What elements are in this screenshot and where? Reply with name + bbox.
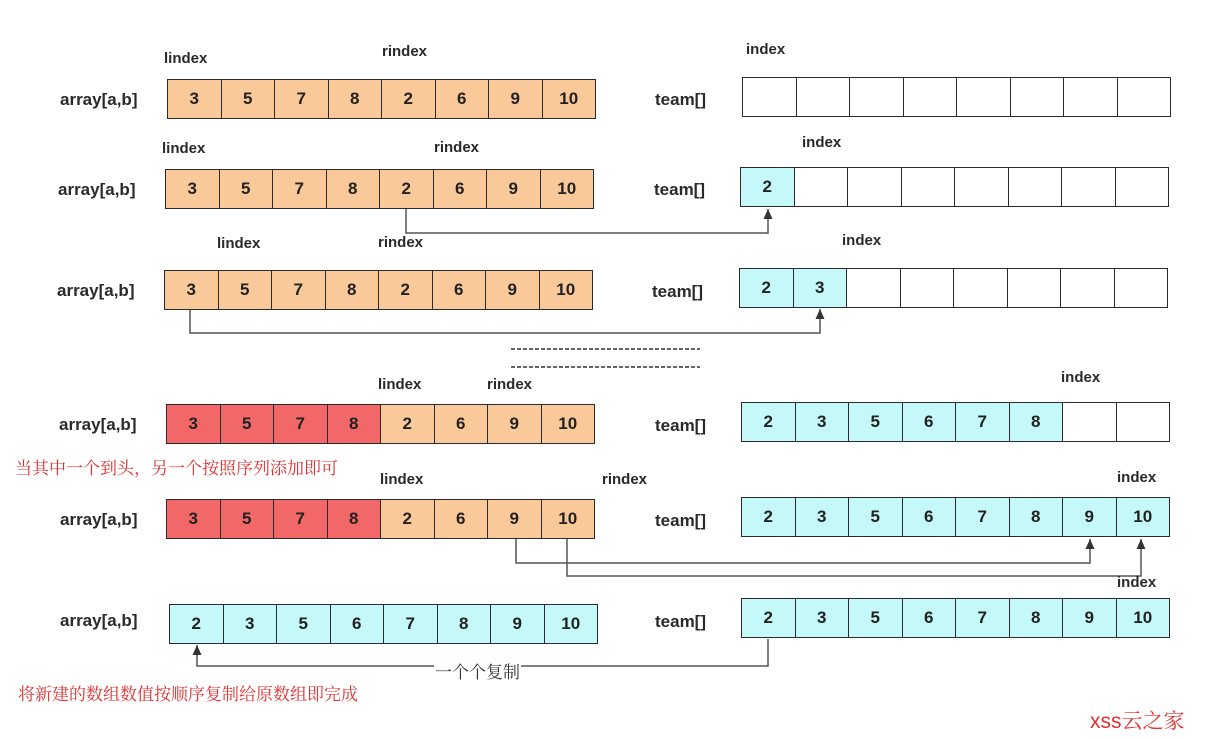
team-row-6-cell-7: 9 [1062,598,1117,638]
array-row-1-cell-2: 5 [221,79,276,119]
array-row-3-cell-2: 5 [218,270,273,310]
team-label-row-5: team[] [655,511,707,530]
array-row-5-cell-5: 2 [380,499,435,539]
array-row-4-cell-4: 8 [327,404,382,444]
array-label-row-2: array[a,b] [58,180,136,199]
arrow-9-to-team [516,539,1090,563]
array-row-2-cell-2: 5 [219,169,274,209]
array-label-row-5: array[a,b] [60,510,138,529]
lindex-pointer-row-1: lindex [164,50,208,67]
array-row-4-cell-1: 3 [166,404,221,444]
array-row-1-cell-1: 3 [167,79,222,119]
team-row-5-cell-6: 8 [1009,497,1064,537]
array-row-3-cell-5: 2 [378,270,433,310]
team-row-1-cell-4 [903,77,958,117]
team-row-5-cell-8: 10 [1116,497,1171,537]
team-row-1-cell-3 [849,77,904,117]
index-pointer-row-6: index [1117,574,1157,591]
array-row-6-cell-6: 8 [437,604,492,644]
array-row-4-cell-5: 2 [380,404,435,444]
team-label-row-2: team[] [654,180,706,199]
team-row-3-cell-3 [846,268,901,308]
lindex-pointer-row-5: lindex [380,471,424,488]
array-row-2-cell-3: 7 [272,169,327,209]
array-row-3-cell-8: 10 [539,270,594,310]
team-row-3-cell-5 [953,268,1008,308]
array-row-1-cell-4: 8 [328,79,383,119]
rindex-pointer-row-5: rindex [602,471,648,488]
team-row-1-cell-8 [1117,77,1172,117]
array-row-4-cell-2: 5 [220,404,275,444]
team-row-1-cell-1 [742,77,797,117]
array-row-4-cell-7: 9 [487,404,542,444]
array-label-row-4: array[a,b] [59,415,137,434]
arrow-copy-back-head [193,645,202,655]
arrow-2-to-team [406,209,768,233]
team-row-1-cell-5 [956,77,1011,117]
team-label-row-4: team[] [655,416,707,435]
array-row-1-cell-7: 9 [488,79,543,119]
array-row-3-cell-4: 8 [325,270,380,310]
index-pointer-row-5: index [1117,469,1157,486]
team-row-6-cell-8: 10 [1116,598,1171,638]
array-row-6-cell-4: 6 [330,604,385,644]
array-row-1-cell-8: 10 [542,79,597,119]
end-rule-note: 当其中一个到头，另一个按照序列添加即可 [15,459,338,478]
lindex-pointer-row-3: lindex [217,235,261,252]
team-row-2-cell-8 [1115,167,1170,207]
finish-note: 将新建的数组数值按顺序复制给原数组即完成 [18,685,358,704]
team-row-4-cell-5: 7 [955,402,1010,442]
index-pointer-row-1: index [746,41,786,58]
team-row-3-cell-8 [1114,268,1169,308]
team-row-6-cell-3: 5 [848,598,903,638]
array-label-row-3: array[a,b] [57,281,135,300]
team-row-5-cell-5: 7 [955,497,1010,537]
team-row-6-cell-4: 6 [902,598,957,638]
team-row-1-cell-2 [796,77,851,117]
array-row-5-cell-7: 9 [487,499,542,539]
lindex-pointer-row-4: lindex [378,376,422,393]
team-row-2-cell-3 [847,167,902,207]
team-row-3-cell-2: 3 [793,268,848,308]
team-row-4-cell-1: 2 [741,402,796,442]
team-row-5-cell-1: 2 [741,497,796,537]
team-row-5-cell-2: 3 [795,497,850,537]
array-row-2-cell-8: 10 [540,169,595,209]
array-row-6-cell-1: 2 [169,604,224,644]
array-row-2-cell-7: 9 [486,169,541,209]
arrow-10-to-team-head [1137,539,1146,549]
array-row-5-cell-8: 10 [541,499,596,539]
arrow-10-to-team [567,539,1141,576]
array-row-3-cell-3: 7 [271,270,326,310]
watermark-cjk: 云之家 [1121,710,1185,733]
array-row-2-cell-4: 8 [326,169,381,209]
rindex-pointer-row-2: rindex [434,139,480,156]
rindex-pointer-row-4: rindex [487,376,533,393]
team-row-4-cell-6: 8 [1009,402,1064,442]
array-row-2-cell-5: 2 [379,169,434,209]
array-row-5-cell-4: 8 [327,499,382,539]
rindex-pointer-row-1: rindex [382,43,428,60]
index-pointer-row-4: index [1061,369,1101,386]
array-row-6-cell-8: 10 [544,604,599,644]
array-row-5-cell-2: 5 [220,499,275,539]
team-row-2-cell-4 [901,167,956,207]
team-row-2-cell-7 [1061,167,1116,207]
team-row-6-cell-2: 3 [795,598,850,638]
array-row-6-cell-3: 5 [276,604,331,644]
array-row-3-cell-1: 3 [164,270,219,310]
array-row-6-cell-2: 3 [223,604,278,644]
team-row-2-cell-2 [794,167,849,207]
team-row-1-cell-7 [1063,77,1118,117]
array-row-4-cell-6: 6 [434,404,489,444]
team-row-2-cell-6 [1008,167,1063,207]
team-row-4-cell-8 [1116,402,1171,442]
array-row-1-cell-3: 7 [274,79,329,119]
team-row-6-cell-6: 8 [1009,598,1064,638]
team-row-4-cell-2: 3 [795,402,850,442]
array-row-1-cell-6: 6 [435,79,490,119]
team-row-5-cell-7: 9 [1062,497,1117,537]
arrow-9-to-team-head [1086,539,1095,549]
array-row-3-cell-7: 9 [485,270,540,310]
array-row-2-cell-6: 6 [433,169,488,209]
lindex-pointer-row-2: lindex [162,140,206,157]
arrow-2-to-team-head [764,209,773,219]
arrow-3-to-team-head [816,309,825,319]
array-label-row-6: array[a,b] [60,611,138,630]
array-row-6-cell-5: 7 [383,604,438,644]
team-row-4-cell-3: 5 [848,402,903,442]
array-row-4-cell-3: 7 [273,404,328,444]
team-row-3-cell-1: 2 [739,268,794,308]
team-row-6-cell-1: 2 [741,598,796,638]
team-row-2-cell-1: 2 [740,167,795,207]
array-row-3-cell-6: 6 [432,270,487,310]
team-row-5-cell-4: 6 [902,497,957,537]
team-label-row-3: team[] [652,282,704,301]
team-row-3-cell-4 [900,268,955,308]
array-label-row-1: array[a,b] [60,90,138,109]
team-label-row-1: team[] [655,90,707,109]
team-row-2-cell-5 [954,167,1009,207]
array-row-5-cell-3: 7 [273,499,328,539]
team-row-6-cell-5: 7 [955,598,1010,638]
team-row-4-cell-7 [1062,402,1117,442]
rindex-pointer-row-3: rindex [378,234,424,251]
team-row-5-cell-3: 5 [848,497,903,537]
team-row-1-cell-6 [1010,77,1065,117]
copy-label: 一个个复制 [434,658,521,683]
team-row-3-cell-7 [1060,268,1115,308]
team-label-row-6: team[] [655,612,707,631]
index-pointer-row-3: index [842,232,882,249]
team-row-3-cell-6 [1007,268,1062,308]
array-row-2-cell-1: 3 [165,169,220,209]
array-row-1-cell-5: 2 [381,79,436,119]
array-row-5-cell-6: 6 [434,499,489,539]
arrow-3-to-team [190,309,820,333]
watermark [1090,705,1185,735]
team-row-4-cell-4: 6 [902,402,957,442]
array-row-4-cell-8: 10 [541,404,596,444]
index-pointer-row-2: index [802,134,842,151]
array-row-6-cell-7: 9 [490,604,545,644]
watermark-latin: xss [1090,710,1122,733]
array-row-5-cell-1: 3 [166,499,221,539]
